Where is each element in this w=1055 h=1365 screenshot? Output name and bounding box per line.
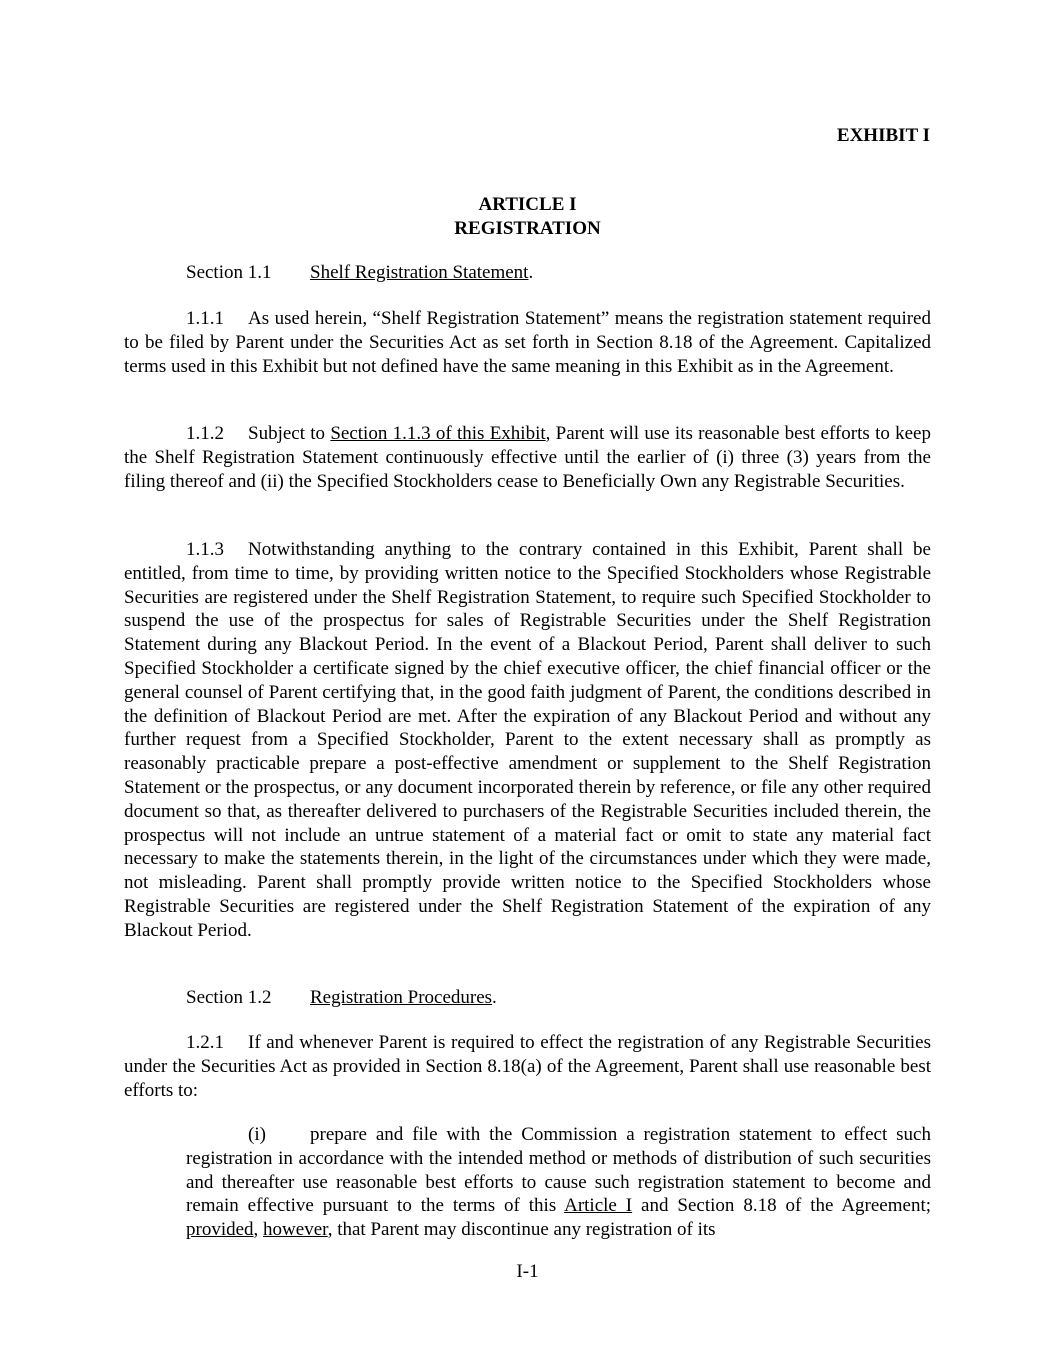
article-heading — [0, 193, 1055, 240]
provided-term: provided — [186, 1219, 254, 1241]
list-item-i: (i) prepare and file with the Commission a registration statement to effect such registration in accordance with the intended method or methods of distribution of such securities and thereafter use reasonable best efforts to cause such registration statement to become and remain effective pursuant to the terms of this Article I and Section 8.18 of the Agreement; provided, however, that Parent may discontinue any registration of its — [186, 1124, 932, 1241]
section-label: Section 1.1 — [186, 262, 272, 283]
article-title: REGISTRATION — [454, 217, 601, 239]
paragraph-text: As used herein, “Shelf Registration Statement” means the registration statement required to be filed by Parent under the Securities Act as set forth in Section 8.18 of the Agreement. Capitalized terms used in this Exhibit but not defined have the same meaning in this Exhibit as in the Agreement. — [124, 308, 931, 377]
paragraph-1-1-3 — [124, 538, 931, 943]
section-1-2-heading: Section 1.2 Registration Procedures. — [186, 987, 497, 1008]
paragraph-number: 1.1.3 — [186, 539, 224, 560]
paragraph-text: If and whenever Parent is required to effect the registration of any Registrable Securities under the Securities Act as provided in Section 8.18(a) of the Agreement, Parent shall use reasonable best efforts to: — [124, 1032, 931, 1101]
section-1-1-heading: Section 1.1 Shelf Registration Statement. — [186, 262, 534, 283]
paragraph-text: Notwithstanding anything to the contrary contained in this Exhibit, Parent shall be entitled, from time to time, by providing written notice to the Specified Stockholders whose Registrable Securities are registered under the Shelf Registration Statement, to require such Specified Stockholder to suspend the use of the prospectus for sales of Registrable Securities under the Shelf Registration Statement during any Blackout Period. In the event of a Blackout Period, Parent shall deliver to such Specified Stockholder a certificate signed by the chief executive officer, the chief financial officer or the general counsel of Parent certifying that, in the good faith judgment of Parent, the conditions described in the definition of Blackout Period are met. After the expiration of any Blackout Period and without any further request from a Specified Stockholder, Parent to the extent necessary shall as promptly as reasonably practicable prepare a post-effective amendment or supplement to the Shelf Registration Statement or the prospectus, or any document incorporated therein by reference, or file any other required document so that, as thereafter delivered to purchasers of the Registrable Securities included therein, the prospectus will not include an untrue statement of a material fact or omit to state any material fact necessary to make the statements therein, in the light of the circumstances under which they were made, not misleading. Parent shall promptly provide written notice to the Specified Stockholders whose Registrable Securities are registered under the Shelf Registration Statement of the expiration of any Blackout Period. — [124, 539, 931, 941]
exhibit-title: EXHIBIT I — [836, 125, 930, 146]
paragraph-number: 1.1.1 — [186, 308, 224, 329]
list-marker: (i) — [248, 1124, 266, 1145]
article-number: ARTICLE I — [478, 194, 577, 215]
paragraph-1-2-1 — [124, 1031, 931, 1102]
section-label: Section 1.2 — [186, 987, 272, 1008]
paragraph-number: 1.2.1 — [186, 1032, 224, 1053]
article-reference-link: Article I — [564, 1195, 633, 1217]
paragraph-number: 1.1.2 — [186, 423, 224, 444]
paragraph-1-1-1 — [124, 307, 931, 378]
paragraph-1-1-2: 1.1.2 Subject to Section 1.1.3 of this Exhibit, Parent will use its reasonable best efforts to keep the Shelf Registration Statement continuously effective until the earlier of (i) three (3) years from the filing thereof and (ii) the Specified Stockholders cease to Beneficially Own any Registrable Securities. — [124, 423, 931, 492]
section-title: Shelf Registration Statement — [310, 262, 529, 283]
section-title: Registration Procedures — [310, 987, 493, 1008]
cross-reference-link: Section 1.1.3 of this Exhibit — [330, 423, 546, 444]
paragraph-text: , Parent will use its reasonable best efforts to keep the Shelf Registration Statement continuously effective until the earlier of (i) three (3) years from the filing thereof and (ii) the Specified Stockholders cease to Beneficially Own any Registrable Securities. — [124, 423, 931, 492]
however-term: however — [263, 1219, 328, 1241]
page-number: I-1 — [516, 1261, 539, 1282]
